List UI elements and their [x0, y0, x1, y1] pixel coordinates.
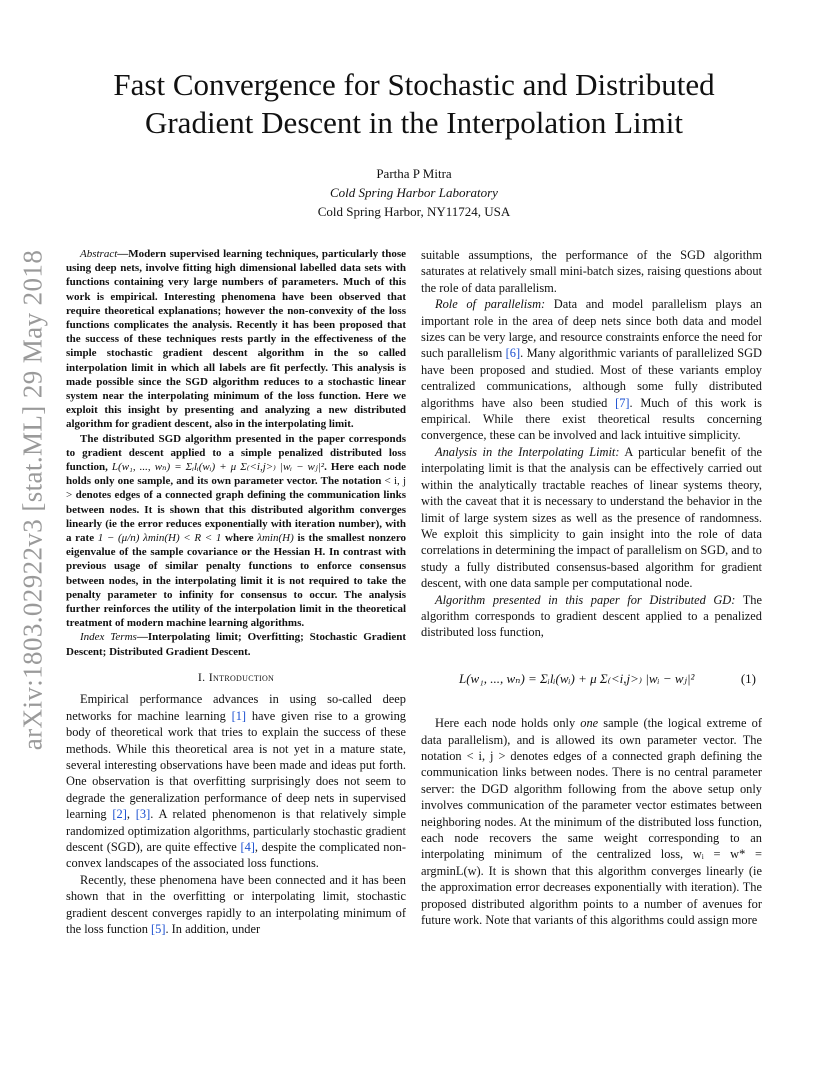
equation-1	[421, 671, 762, 687]
citation-link[interactable]: [3]	[135, 807, 151, 822]
paper-title	[0, 66, 828, 142]
citation-link[interactable]: [6]	[505, 346, 521, 361]
parallelism-paragraph: Role of parallelism: Data and model parallelism plays an important role in the area of deep nets since both data and model sizes can be very large, and resource constraints enforce the need for such parallelism [6]. Many algorithmic variants of parallelized SGD have been proposed and studied. Most of these variants employ centralized communications, although some fully distributed algorithms have also been studied [7]. Much of this work is empirical. While there exist theoretical results concerning convergence, these can be involved and lack intuitive simplicity.	[421, 297, 763, 443]
author-address: Cold Spring Harbor, NY11724, USA	[317, 204, 511, 219]
analysis-paragraph: Analysis in the Interpolating Limit: A particular benefit of the interpolating limit is that the analysis can be effectively carried out within the analytically tractable reaches of linear systems theory, with the caveat that it is necessary to understand the behavior in the limit of large system sizes as well as the presence of randomness. We exploit this simplicity to gain insight into the role of data correlations in determining the impact of parallelism on SGD, and to study a fully distributed consensus-based algorithm for gradient descent, with one data sample per computational node.	[421, 444, 763, 591]
right-column	[421, 247, 762, 928]
abstract-paragraph-2: The distributed SGD algorithm presented in the paper corresponds to gradient descent applied to a simple penalized distributed loss function, L(w₁, ..., wₙ) = Σᵢlᵢ(wᵢ) + μ Σ₍<i,j>₎ |wᵢ − wⱼ|². Here each node holds only one sample, and its own parameter vector. The notation < i, j > denotes edges of a connected graph defining the communication links between nodes. It is shown that this distributed algorithm converges linearly (ie the error reduces exponentially with iteration number), with a rate 1 − (μ/n) λmin(H) < R < 1 where λmin(H) is the smallest nonzero eigenvalue of the sample covariance or the Hessian H. In contrast with previous usage of similar penalty functions to enforce consensus between nodes, in the interpolating limit it is not required to take the penalty parameter to infinity for consensus to occur. The analysis further reinforces the utility of the interpolation limit in the theoretical treatment of modern machine learning algorithms.	[66, 432, 407, 630]
author-name: Partha P Mitra	[376, 166, 452, 181]
analysis-label: Analysis in the Interpolating Limit:	[435, 444, 620, 459]
right-paragraph-continued: suitable assumptions, the performance of the SGD algorithm saturates at relatively small mini-batch sizes, raising questions about the role of data parallelism.	[421, 248, 762, 295]
left-column	[66, 247, 406, 937]
title-line-1: Fast Convergence for Stochastic and Distributed	[113, 67, 715, 102]
abstract-label: Abstract	[80, 248, 118, 260]
title-line-2: Gradient Descent in the Interpolation Limit	[144, 105, 684, 140]
index-terms-label: Index Terms	[80, 631, 137, 644]
index-terms: Index Terms—Interpolating limit; Overfitting; Stochastic Gradient Descent; Distributed Gradient Descent.	[66, 631, 406, 658]
intro-paragraph-1: Empirical performance advances in using so-called deep networks for machine learning [1] have given rise to a growing body of theoretical work that tries to explain the success of these methods. While this theoretical area is not yet in a mature state, several interesting observations have been made and ideas put forth. One observation is that overfitting surprisingly does not seem to degrade the generalization performance of deep nets in supervised learning [2], [3]. A related phenomenon is that relatively simple randomized optimization algorithms, particularly stochastic gradient descent (SGD), are quite effective [4], despite the complicated non-convex landscapes of the associated loss functions.	[66, 692, 407, 871]
abstract	[66, 247, 406, 659]
algorithm-label: Algorithm presented in this paper for Distributed GD:	[435, 592, 736, 607]
algorithm-paragraph: Algorithm presented in this paper for Distributed GD: The algorithm corresponds to gradient descent applied to a penalized distributed loss function,	[421, 592, 762, 640]
loss-formula-inline: L(w₁, ..., wₙ) = Σᵢlᵢ(wᵢ) + μ Σ₍<i,j>₎ |wᵢ − wⱼ|²	[111, 461, 325, 474]
parallelism-label: Role of parallelism:	[435, 297, 546, 312]
citation-link[interactable]: [4]	[240, 839, 255, 854]
node-paragraph: Here each node holds only one sample (the logical extreme of data parallelism), and is allowed its own parameter vector. The notation < i, j > denotes edges of a connected graph defining the communication links between nodes. There is no central parameter server: the DGD algorithm following from the above setup only involves communication of the parameter vector estimates between neighboring nodes. At the minimum of the distributed loss function, each node recovers the same weight corresponding to an interpolating minimum of the centralized loss, wᵢ = w* = argminL(w). It is shown that this algorithm converges linearly (ie the approximation error decreases exponentially with iteration). The proposed distributed algorithm points to a number of avenues for future work. Note that variants of this algorithms could assign more	[421, 716, 762, 928]
equation-1-number: (1)	[740, 670, 756, 686]
equation-1-body: L(w₁, ..., wₙ) = Σᵢlᵢ(wᵢ) + μ Σ₍<i,j>₎ |wᵢ − wⱼ|²	[459, 670, 695, 686]
citation-link[interactable]: [2]	[112, 807, 127, 822]
citation-link[interactable]: [5]	[151, 921, 166, 936]
citation-link[interactable]: [1]	[231, 708, 247, 723]
arxiv-sidebar	[18, 240, 48, 760]
citation-link[interactable]: [7]	[615, 395, 630, 410]
abstract-paragraph-1: Abstract—Modern supervised learning techniques, particularly those using deep nets, involve fitting high dimensional labelled data sets with functions containing very large numbers of parameters. Much of this work is empirical. Interesting phenomena have been observed that require theoretical explanations; however the non-convexity of the loss functions complicates the analysis. Recently it has been proposed that the success of these techniques rests partly in the effectiveness of the simple stochastic gradient descent algorithm in the so called interpolation limit in which all labels are fit perfectly. This analysis is made possible since the SGD algorithm reduces to a stochastic linear system near the interpolating minimum of the loss function. Here we exploit this insight by presenting and analyzing a new distributed algorithm for gradient descent, also in the interpolating limit.	[66, 248, 406, 431]
author-block	[0, 164, 828, 221]
intro-paragraph-2: Recently, these phenomena have been connected and it has been shown that in the overfitting or interpolating limit, stochastic gradient descent converges rapidly to an interpolating minimum of the loss function [5]. In addition, under	[66, 872, 406, 936]
section-heading-introduction: I. Introduction	[197, 669, 275, 684]
arxiv-identifier: arXiv:1803.02922v3 [stat.ML] 29 May 2018	[17, 249, 48, 751]
author-affiliation: Cold Spring Harbor Laboratory	[330, 185, 498, 200]
